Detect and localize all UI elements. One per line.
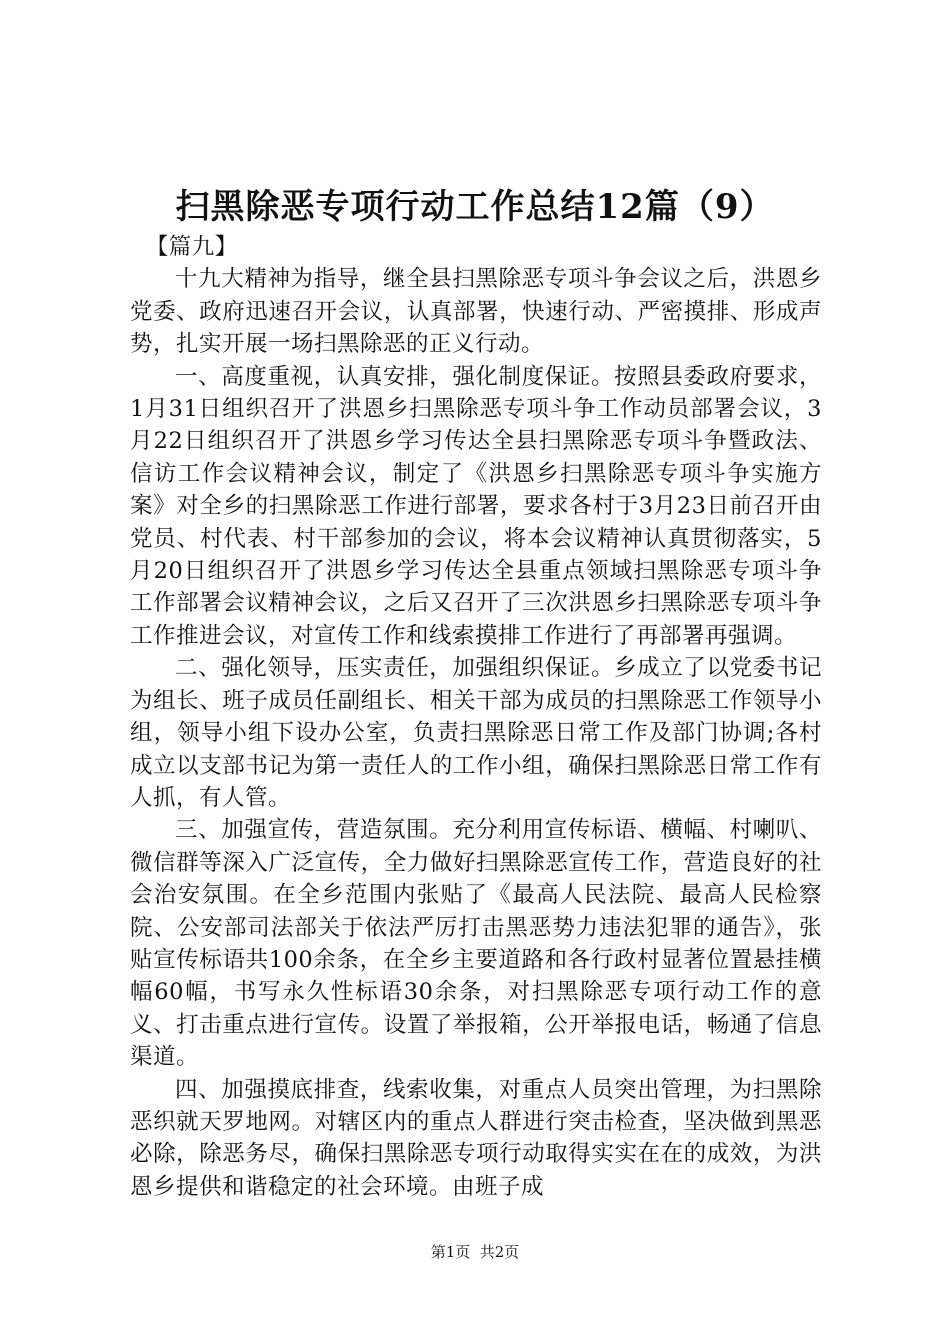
- section-label: 【篇九】: [145, 234, 238, 260]
- paragraph-section-2: 二、强化领导，压实责任，加强组织保证。乡成立了以党委书记为组长、班子成员任副组长、相关干部为成员的扫黑除恶工作领导小组，领导小组下设办公室，负责扫黑除恶日常工作及部门协调;各村成立以支部书记为第一责任人的工作小组，确保扫黑除恶日常工作有人抓，有人管。: [130, 655, 822, 811]
- document-title: 扫黑除恶专项行动工作总结12篇（9）: [175, 187, 775, 227]
- document-body: [130, 231, 822, 1203]
- paragraph-section-3: 三、加强宣传，营造氛围。充分利用宣传标语、横幅、村喇叭、微信群等深入广泛宣传，全力做好扫黑除恶宣传工作，营造良好的社会治安氛围。在全乡范围内张贴了《最高人民法院、最高人民检察院、公安部司法部关于依法严厉打击黑恶势力违法犯罪的通告》，张贴宣传标语共100余条，在全乡主要道路和各行政村显著位置悬挂横幅60幅，书写永久性标语30余条，对扫黑除恶专项行动工作的意义、打击重点进行宣传。设置了举报箱，公开举报电话，畅通了信息渠道。: [130, 817, 822, 1071]
- page-footer: 第1页 共2页: [430, 1243, 520, 1261]
- paragraph-section-1: 一、高度重视，认真安排，强化制度保证。按照县委政府要求，1月31日组织召开了洪恩乡扫黑除恶专项斗争工作动员部署会议，3月22日组织召开了洪恩乡学习传达全县扫黑除恶专项斗争暨政法、信访工作会议精神会议，制定了《洪恩乡扫黑除恶专项斗争实施方案》对全乡的扫黑除恶工作进行部署，要求各村于3月23日前召开由党员、村代表、村干部参加的会议，将本会议精神认真贯彻落实，5月20日组织召开了洪恩乡学习传达全县重点领域扫黑除恶专项斗争工作部署会议精神会议，之后又召开了三次洪恩乡扫黑除恶专项斗争工作推进会议，对宣传工作和线索摸排工作进行了再部署再强调。: [130, 363, 822, 649]
- paragraph-intro: 十九大精神为指导，继全县扫黑除恶专项斗争会议之后，洪恩乡党委、政府迅速召开会议，认真部署，快速行动、严密摸排、形成声势，扎实开展一场扫黑除恶的正义行动。: [130, 266, 822, 358]
- paragraph-section-4: 四、加强摸底排查，线索收集，对重点人员突出管理，为扫黑除恶织就天罗地网。对辖区内的重点人群进行突击检查，坚决做到黑恶必除，除恶务尽，确保扫黑除恶专项行动取得实实在在的成效，为洪恩乡提供和谐稳定的社会环境。由班子成: [130, 1076, 822, 1200]
